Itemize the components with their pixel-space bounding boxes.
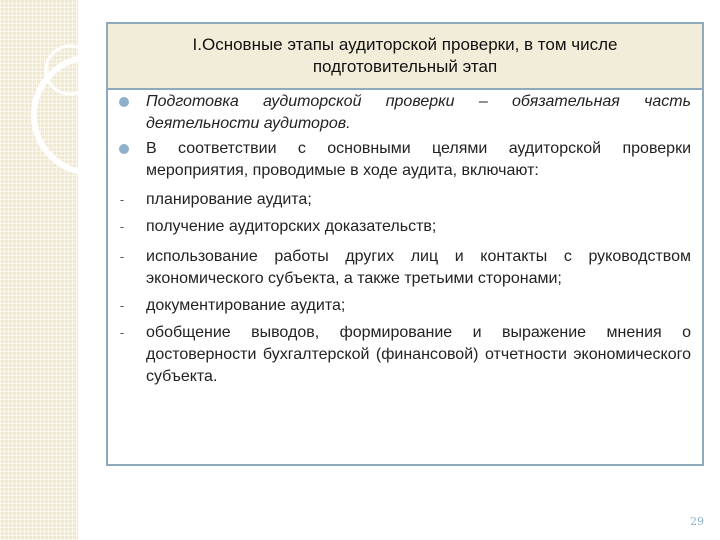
bullet-text: В соответствии с основными целями аудиторской проверки мероприятия, проводимые в ходе аудита, включают: xyxy=(146,140,691,179)
dash-list-item xyxy=(119,246,691,290)
dash-list-item xyxy=(119,189,691,211)
dash-marker: - xyxy=(119,192,125,207)
bullet-item xyxy=(146,91,691,135)
decorative-circles xyxy=(0,0,78,540)
dash-marker: - xyxy=(119,219,125,234)
dash-item-text: документирование аудита; xyxy=(146,297,346,314)
dash-item-text: планирование аудита; xyxy=(146,191,312,208)
page-number: 29 xyxy=(690,515,704,528)
dash-marker: - xyxy=(119,249,125,264)
decorative-side-strip xyxy=(0,0,78,540)
slide-content-box xyxy=(106,22,704,466)
bullet-text: Подготовка аудиторской проверки – обязательная часть деятельности аудиторов. xyxy=(146,93,691,132)
title-line-2: подготовительный этап xyxy=(312,57,498,76)
dash-list-item xyxy=(119,216,691,238)
dash-list-item xyxy=(119,322,691,388)
bullet-item xyxy=(146,138,691,182)
dash-marker: - xyxy=(119,298,125,313)
bullet-dot-icon xyxy=(119,144,129,154)
bullet-dot-icon xyxy=(119,97,129,107)
dash-marker: - xyxy=(119,325,125,340)
dash-list-item xyxy=(119,295,691,317)
title-line-1: I.Основные этапы аудиторской проверки, в том числе xyxy=(192,35,618,54)
title-divider xyxy=(108,88,702,90)
dash-item-text: обобщение выводов, формирование и выражение мнения о достоверности бухгалтерской (финансовой) отчетности экономического субъекта. xyxy=(146,324,691,385)
dash-item-text: использование работы других лиц и контакты с руководством экономического субъекта, а также третьими сторонами; xyxy=(146,248,691,287)
dash-item-text: получение аудиторских доказательств; xyxy=(146,218,437,235)
slide-title xyxy=(108,24,702,88)
